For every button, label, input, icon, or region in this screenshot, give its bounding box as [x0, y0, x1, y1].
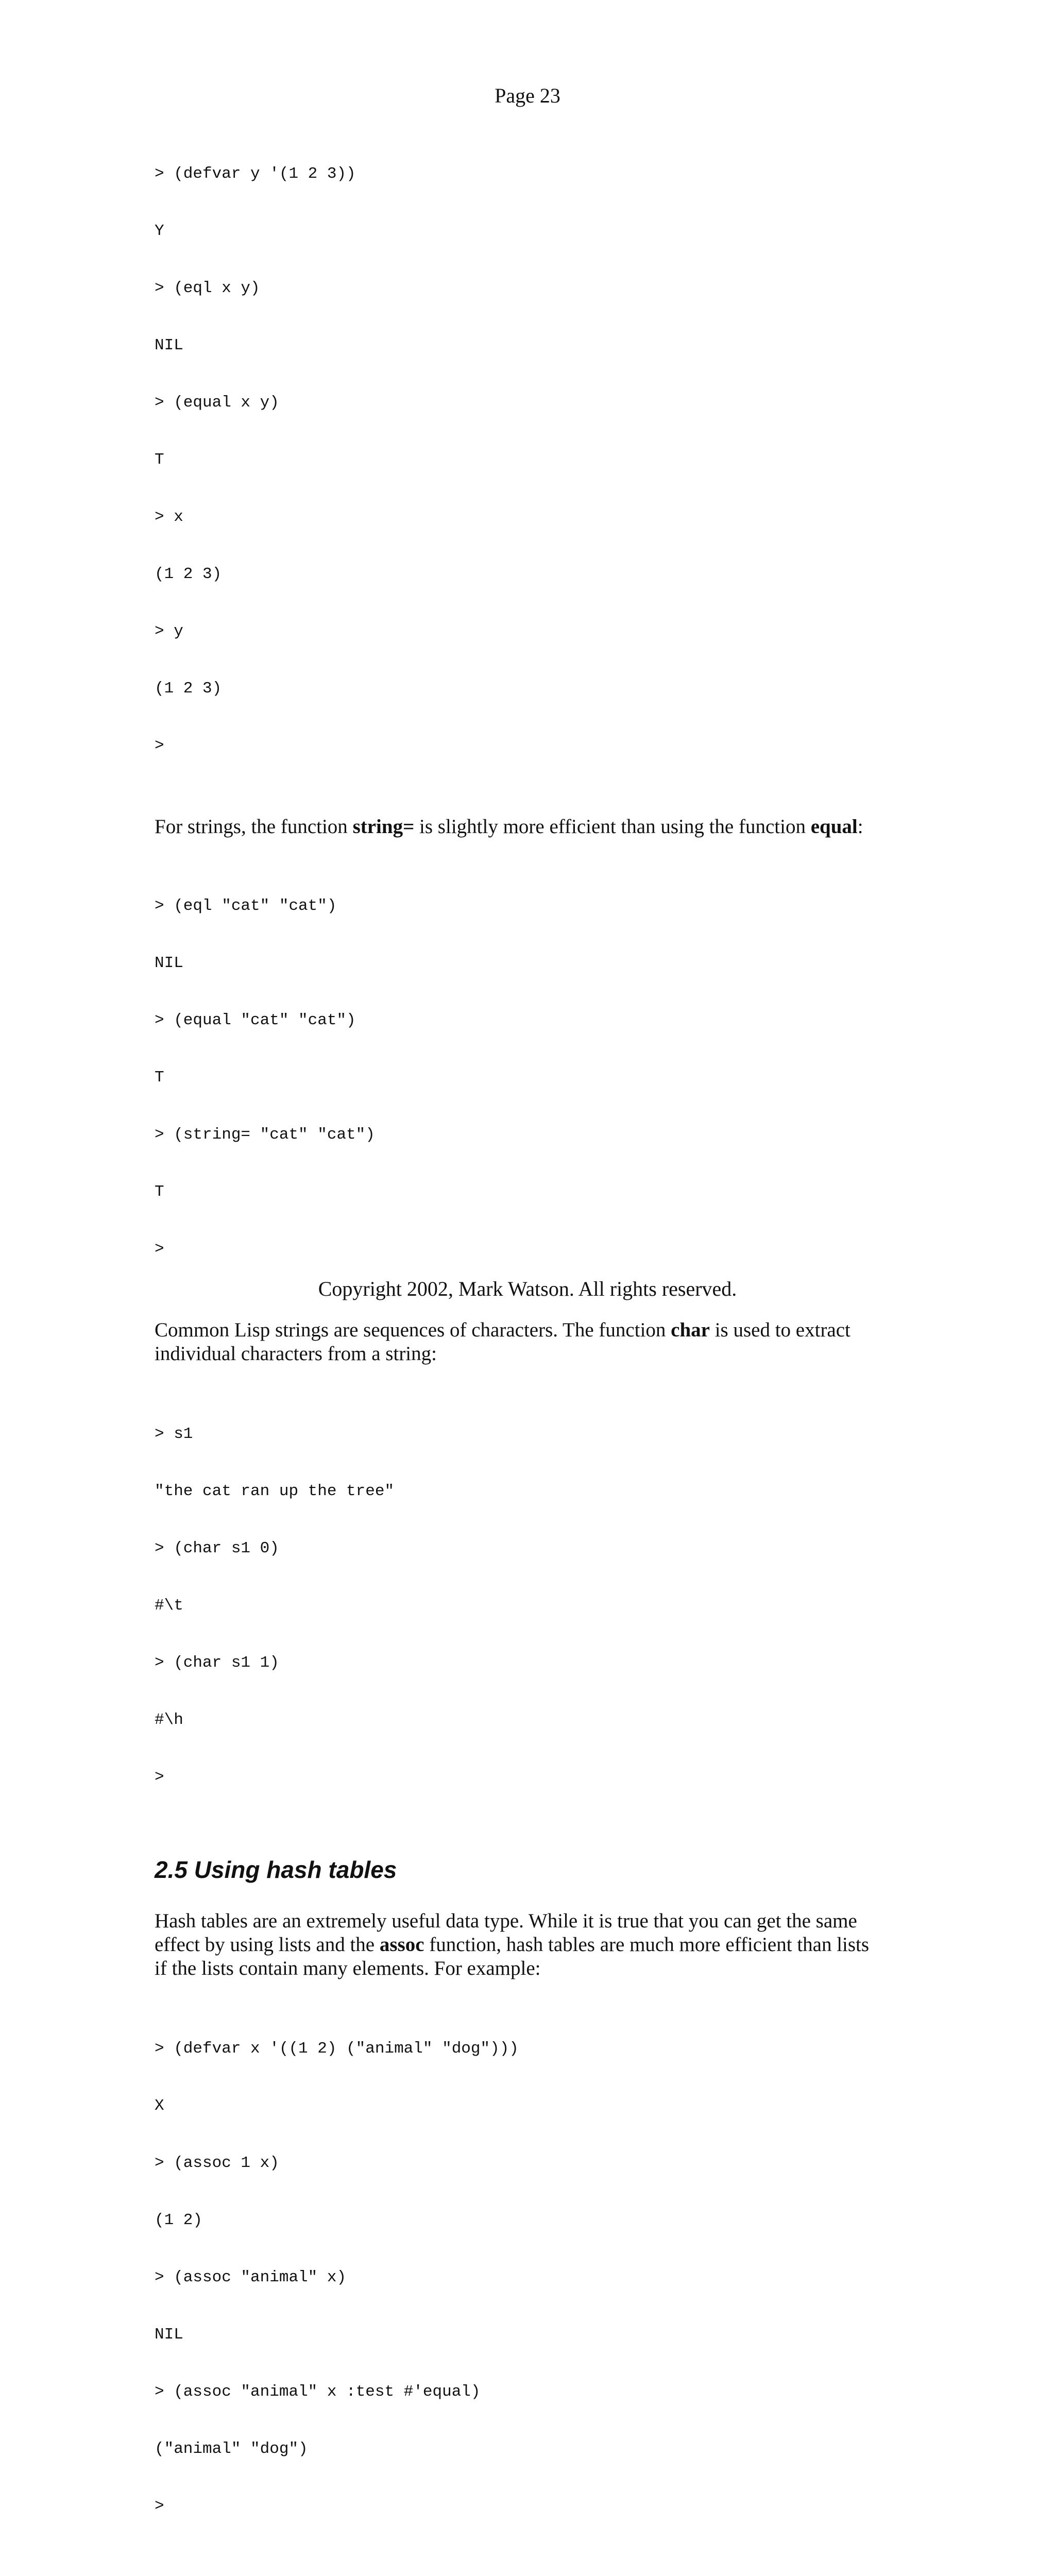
code-line: (1 2) — [155, 2211, 203, 2229]
code-line: T — [155, 451, 164, 469]
code-block-eql-equal — [155, 126, 907, 793]
text-run: : — [857, 816, 863, 838]
bold-term-assoc: assoc — [379, 1934, 424, 1956]
code-line: (1 2 3) — [155, 565, 222, 583]
bold-term-equal: equal — [810, 816, 858, 838]
code-line: T — [155, 1069, 164, 1087]
text-run: effect by using lists and the — [155, 1934, 380, 1956]
code-line: #\t — [155, 1597, 183, 1615]
page-number: Page 23 — [495, 84, 560, 107]
code-line: > (equal "cat" "cat") — [155, 1011, 356, 1029]
code-line: > (assoc 1 x) — [155, 2154, 279, 2172]
text-run: For strings, the function — [155, 816, 353, 838]
code-line: > (char s1 1) — [155, 1654, 279, 1672]
code-line: > (defvar y '(1 2 3)) — [155, 165, 356, 183]
bold-term-char: char — [671, 1319, 710, 1341]
code-line: NIL — [155, 954, 183, 972]
code-line: > — [155, 1240, 164, 1258]
code-line: > (assoc "animal" x) — [155, 2268, 347, 2286]
code-line: X — [155, 2097, 164, 2115]
section-heading: 2.5 Using hash tables — [155, 1856, 397, 1883]
code-block-char — [155, 1386, 907, 1825]
code-line: > (eql "cat" "cat") — [155, 897, 337, 915]
code-line: NIL — [155, 2326, 183, 2344]
text-run: if the lists contain many elements. For example: — [155, 1957, 541, 1979]
code-line: > (char s1 0) — [155, 1539, 279, 1557]
code-line: ("animal" "dog") — [155, 2440, 308, 2458]
paragraph-assoc-explanation — [155, 2575, 907, 2576]
code-line: T — [155, 1183, 164, 1201]
code-line: > (equal x y) — [155, 394, 279, 412]
text-run: individual characters from a string: — [155, 1343, 437, 1365]
code-line: > (string= "cat" "cat") — [155, 1126, 375, 1144]
code-line: > (eql x y) — [155, 279, 260, 297]
text-run: is slightly more efficient than using the function — [414, 816, 811, 838]
bold-term-string-eq: string= — [352, 816, 415, 838]
code-line: > (defvar x '((1 2) ("animal" "dog"))) — [155, 2040, 519, 2058]
code-line: #\h — [155, 1711, 183, 1729]
code-line: > y — [155, 622, 183, 640]
text-run: is used to extract — [709, 1319, 850, 1341]
code-line: (1 2 3) — [155, 680, 222, 698]
code-line: > — [155, 2497, 164, 2515]
page-body — [155, 126, 907, 2576]
code-line: > s1 — [155, 1425, 193, 1443]
text-run: Hash tables are an extremely useful data type. While it is true that you can get the same — [155, 1910, 857, 1932]
code-line: NIL — [155, 336, 183, 354]
code-line: > (assoc "animal" x :test #'equal) — [155, 2383, 481, 2401]
code-line: > — [155, 1768, 164, 1786]
paragraph-hash-tables-intro — [155, 1909, 907, 1980]
code-block-string-compare — [155, 858, 907, 1297]
code-line: "the cat ran up the tree" — [155, 1482, 395, 1500]
paragraph-strings-char — [155, 1318, 907, 1366]
copyright-footer: Copyright 2002, Mark Watson. All rights reserved. — [318, 1277, 737, 1300]
code-block-assoc — [155, 2001, 907, 2554]
code-line: Y — [155, 222, 164, 240]
text-run: function, hash tables are much more efficient than lists — [424, 1934, 870, 1956]
code-line: > x — [155, 508, 183, 526]
code-line: > — [155, 737, 164, 755]
text-run: Common Lisp strings are sequences of characters. The function — [155, 1319, 671, 1341]
paragraph-string-equality — [155, 815, 907, 839]
